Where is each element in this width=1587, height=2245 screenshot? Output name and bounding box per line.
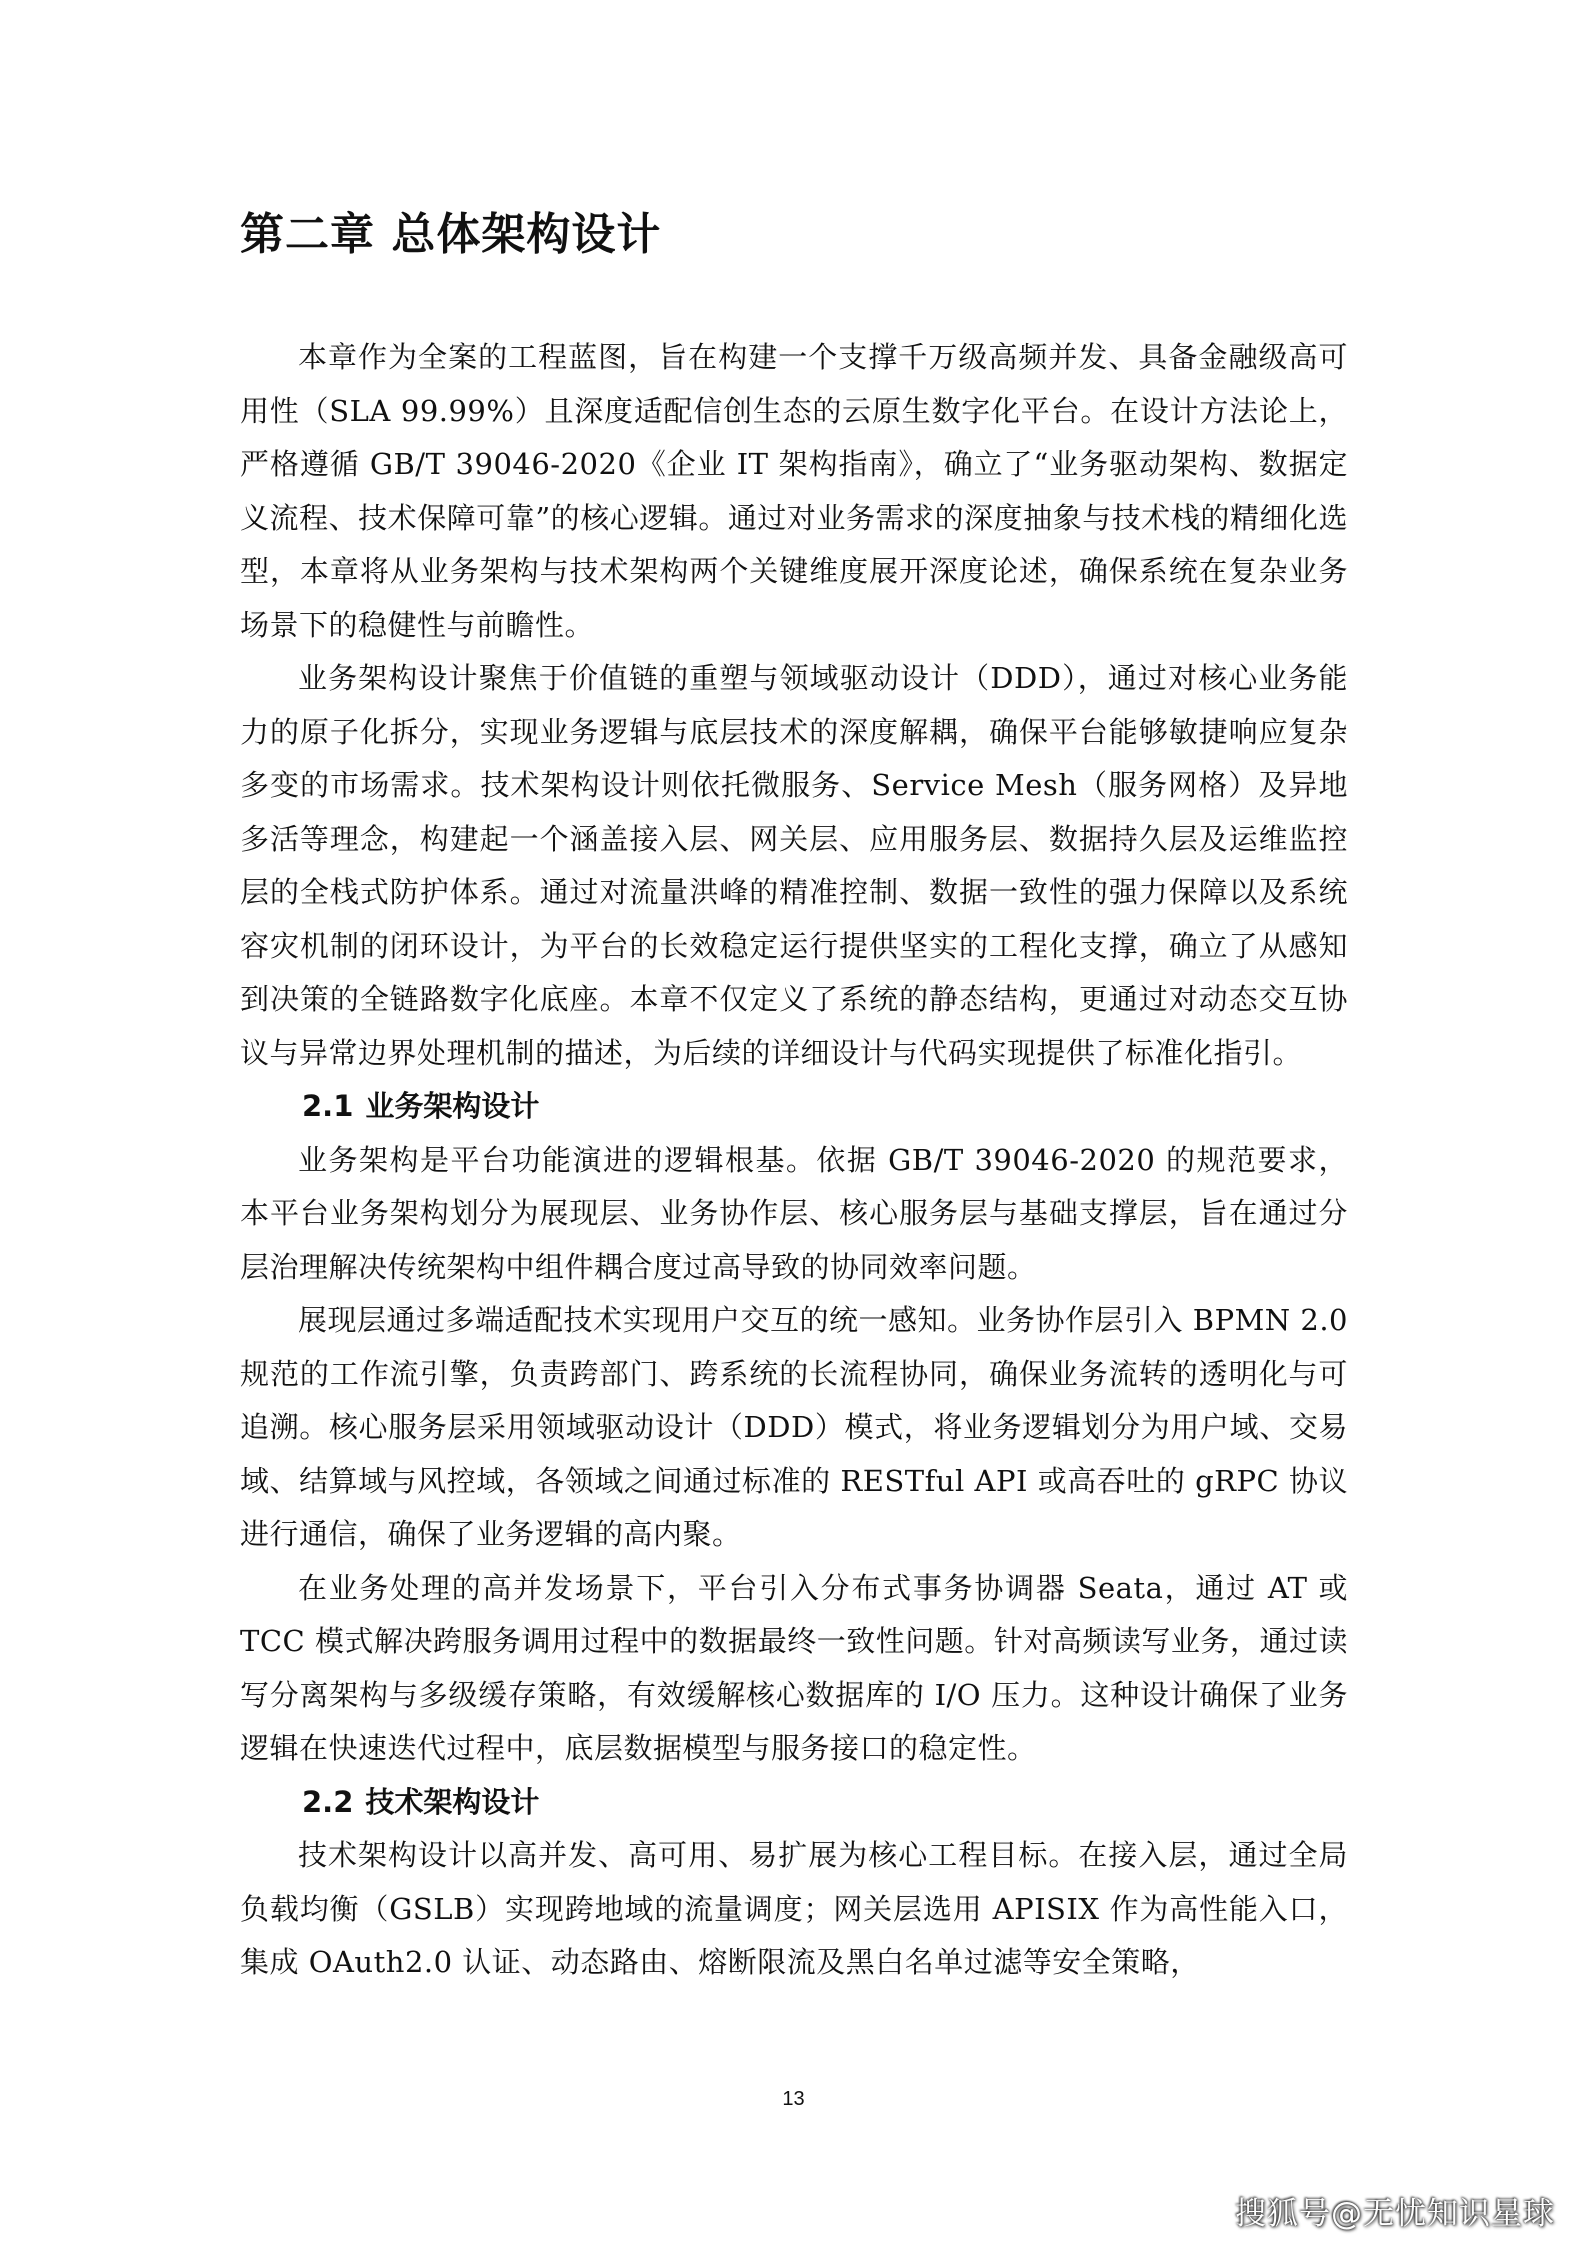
paragraph: 在业务处理的高并发场景下，平台引入分布式事务协调器 Seata，通过 AT 或 TCC 模式解决跨服务调用过程中的数据最终一致性问题。针对高频读写业务，通过读写分离架构与多级缓存策略，有效缓解核心数据库的 I/O 压力。这种设计确保了业务逻辑在快速迭代过程中，底层数据模型与服务接口的稳定性。 [240,1570,1348,1765]
watermark: 搜狐号@无忧知识星球 [1235,2196,1555,2232]
body-text [240,331,1348,1990]
chapter-title: 第二章 总体架构设计 [240,209,662,260]
section-heading-2-2 [240,1776,1348,1830]
page-number: 13 [782,2088,805,2110]
paragraph: 业务架构设计聚焦于价值链的重塑与领域驱动设计（DDD），通过对核心业务能力的原子化拆分，实现业务逻辑与底层技术的深度解耦，确保平台能够敏捷响应复杂多变的市场需求。技术架构设计则依托微服务、Service Mesh（服务网格）及异地多活等理念，构建起一个涵盖接入层、网关层、应用服务层、数据持久层及运维监控层的全栈式防护体系。通过对流量洪峰的精准控制、数据一致性的强力保障以及系统容灾机制的闭环设计，为平台的长效稳定运行提供坚实的工程化支撑，确立了从感知到决策的全链路数字化底座。本章不仅定义了系统的静态结构，更通过对动态交互协议与异常边界处理机制的描述，为后续的详细设计与代码实现提供了标准化指引。 [240,661,1348,1070]
section-title: 技术架构设计 [365,1784,540,1819]
paragraph: 业务架构是平台功能演进的逻辑根基。依据 GB/T 39046-2020 的规范要求，本平台业务架构划分为展现层、业务协作层、核心服务层与基础支撑层，旨在通过分层治理解决传统架构中组件耦合度过高导致的协同效率问题。 [240,1142,1348,1284]
section-number: 2.1 [302,1089,354,1123]
section-heading-2-1 [240,1080,1348,1134]
paragraph: 展现层通过多端适配技术实现用户交互的统一感知。业务协作层引入 BPMN 2.0 规范的工作流引擎，负责跨部门、跨系统的长流程协同，确保业务流转的透明化与可追溯。核心服务层采用领域驱动设计（DDD）模式，将业务逻辑划分为用户域、交易域、结算域与风控域，各领域之间通过标准的 RESTful API 或高吞吐的 gRPC 协议进行通信，确保了业务逻辑的高内聚。 [240,1303,1348,1551]
section-number: 2.2 [302,1784,354,1819]
section-title: 业务架构设计 [365,1089,540,1123]
paragraph: 本章作为全案的工程蓝图，旨在构建一个支撑千万级高频并发、具备金融级高可用性（SLA 99.99%）且深度适配信创生态的云原生数字化平台。在设计方法论上，严格遵循 GB/T 39046-2020《企业 IT 架构指南》，确立了“业务驱动架构、数据定义流程、技术保障可靠”的核心逻辑。通过对业务需求的深度抽象与技术栈的精细化选型，本章将从业务架构与技术架构两个关键维度展开深度论述，确保系统在复杂业务场景下的稳健性与前瞻性。 [240,340,1348,642]
paragraph: 技术架构设计以高并发、高可用、易扩展为核心工程目标。在接入层，通过全局负载均衡（GSLB）实现跨地域的流量调度；网关层选用 APISIX 作为高性能入口，集成 OAuth2.0 认证、动态路由、熔断限流及黑白名单过滤等安全策略， [240,1838,1348,1979]
